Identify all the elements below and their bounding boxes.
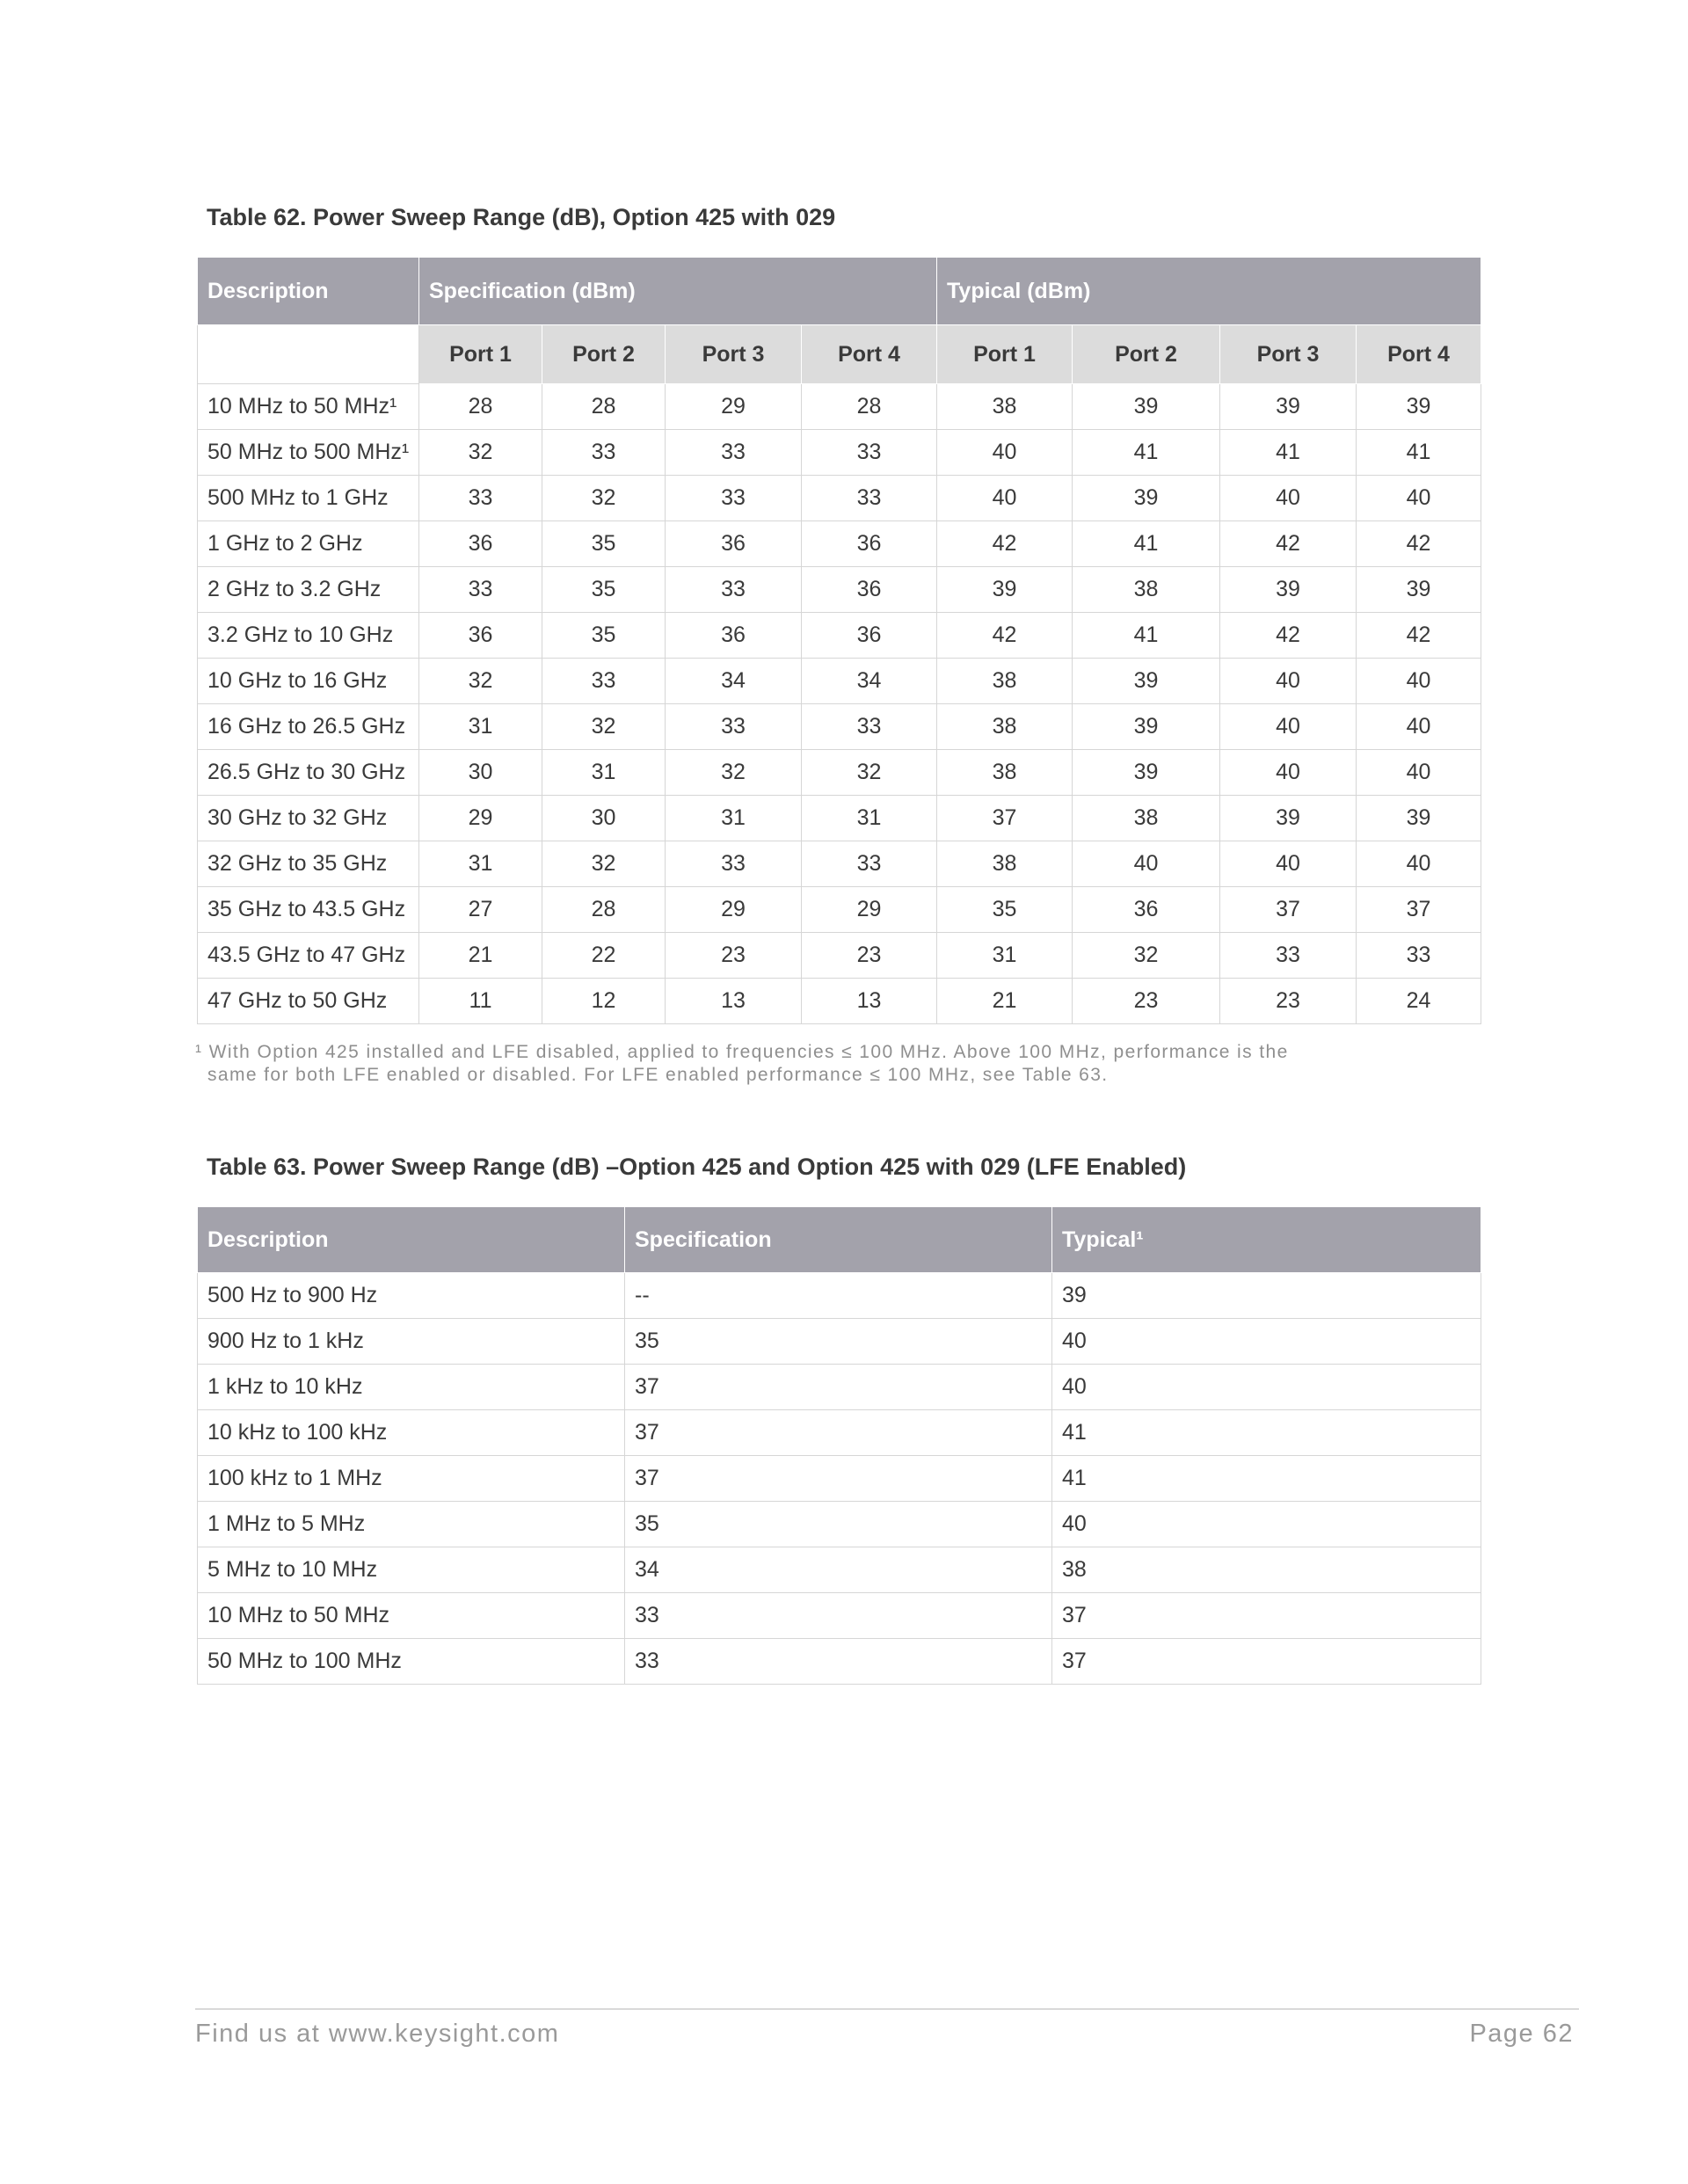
- table63: [197, 1206, 1481, 1685]
- row-description: 26.5 GHz to 30 GHz: [198, 750, 419, 796]
- row-description: 16 GHz to 26.5 GHz: [198, 704, 419, 750]
- table-cell: 33: [666, 476, 802, 521]
- table-cell: 36: [802, 521, 937, 567]
- table63-header-typical: Typical¹: [1052, 1207, 1481, 1273]
- table-row: [198, 1273, 1481, 1319]
- table62-port-row: [198, 325, 1481, 384]
- table-cell: 32: [542, 704, 666, 750]
- table62-caption: Table 62. Power Sweep Range (dB), Option 425 with 029: [207, 204, 836, 230]
- table-cell: 32: [419, 430, 542, 476]
- footnote-line: ¹ With Option 425 installed and LFE disabled, applied to frequencies ≤ 100 MHz. Above 100 MHz, performance is the: [195, 1042, 1289, 1062]
- table-cell: 40: [1357, 704, 1481, 750]
- table-cell: 21: [937, 979, 1073, 1024]
- row-description: 2 GHz to 3.2 GHz: [198, 567, 419, 613]
- table-cell: 37: [1357, 887, 1481, 933]
- table-cell: 33: [802, 704, 937, 750]
- table63-header-row: [198, 1207, 1481, 1273]
- row-description: 500 Hz to 900 Hz: [198, 1273, 625, 1319]
- table-row: [198, 521, 1481, 567]
- table-cell: 38: [937, 704, 1073, 750]
- table-cell: 28: [802, 384, 937, 430]
- table-cell: 27: [419, 887, 542, 933]
- table-cell: 24: [1357, 979, 1481, 1024]
- row-description: 900 Hz to 1 kHz: [198, 1319, 625, 1365]
- table-cell: 37: [1220, 887, 1357, 933]
- table-row: [198, 659, 1481, 704]
- row-description: 47 GHz to 50 GHz: [198, 979, 419, 1024]
- table-cell: 12: [542, 979, 666, 1024]
- table-row: [198, 750, 1481, 796]
- table62-header-typical: Typical (dBm): [937, 258, 1481, 325]
- table-cell: 33: [802, 430, 937, 476]
- row-description: 10 MHz to 50 MHz¹: [198, 384, 419, 430]
- row-description: 5 MHz to 10 MHz: [198, 1547, 625, 1593]
- table-cell: 37: [1052, 1593, 1481, 1639]
- table-cell: 29: [802, 887, 937, 933]
- table-cell: 37: [625, 1410, 1052, 1456]
- table62-port-header: Port 3: [666, 325, 802, 384]
- table62-header-description: Description: [198, 258, 419, 325]
- table-cell: 33: [542, 659, 666, 704]
- table62-port-header: Port 4: [802, 325, 937, 384]
- table-row: [198, 613, 1481, 659]
- table-cell: 40: [1220, 704, 1357, 750]
- table-cell: 40: [1357, 476, 1481, 521]
- row-description: 3.2 GHz to 10 GHz: [198, 613, 419, 659]
- table-cell: 40: [1052, 1502, 1481, 1547]
- table-cell: 40: [1357, 659, 1481, 704]
- table62-port-header: Port 4: [1357, 325, 1481, 384]
- table-cell: 32: [1073, 933, 1220, 979]
- table-cell: 40: [1357, 841, 1481, 887]
- table-cell: 30: [419, 750, 542, 796]
- table-cell: 37: [625, 1456, 1052, 1502]
- footnote-line: same for both LFE enabled or disabled. For LFE enabled performance ≤ 100 MHz, see Table 63.: [207, 1065, 1109, 1085]
- table-row: [198, 1639, 1481, 1685]
- table-cell: 39: [1052, 1273, 1481, 1319]
- table-cell: 36: [666, 521, 802, 567]
- table-row: [198, 1593, 1481, 1639]
- table-cell: 23: [1220, 979, 1357, 1024]
- table-cell: 42: [1220, 521, 1357, 567]
- row-description: 1 GHz to 2 GHz: [198, 521, 419, 567]
- table-row: [198, 476, 1481, 521]
- table-cell: 35: [542, 567, 666, 613]
- table-cell: 42: [1357, 521, 1481, 567]
- table-row: [198, 1547, 1481, 1593]
- table-cell: 38: [1073, 796, 1220, 841]
- table-row: [198, 1410, 1481, 1456]
- table-cell: 42: [937, 613, 1073, 659]
- row-description: 10 kHz to 100 kHz: [198, 1410, 625, 1456]
- table-row: [198, 1319, 1481, 1365]
- table-cell: 33: [542, 430, 666, 476]
- table-cell: 40: [1073, 841, 1220, 887]
- table-cell: 34: [802, 659, 937, 704]
- table-cell: 13: [666, 979, 802, 1024]
- row-description: 10 MHz to 50 MHz: [198, 1593, 625, 1639]
- table-cell: 23: [802, 933, 937, 979]
- table62-header-row: [198, 258, 1481, 325]
- row-description: 1 kHz to 10 kHz: [198, 1365, 625, 1410]
- table-cell: 33: [625, 1639, 1052, 1685]
- table-cell: 38: [937, 659, 1073, 704]
- row-description: 50 MHz to 100 MHz: [198, 1639, 625, 1685]
- table-cell: 28: [542, 887, 666, 933]
- table-cell: 39: [1073, 476, 1220, 521]
- table62-port-header: Port 3: [1220, 325, 1357, 384]
- table-cell: 33: [666, 704, 802, 750]
- table-cell: 40: [1357, 750, 1481, 796]
- table-cell: 39: [1073, 750, 1220, 796]
- row-description: 43.5 GHz to 47 GHz: [198, 933, 419, 979]
- table-cell: 37: [625, 1365, 1052, 1410]
- footer-divider: [195, 2008, 1579, 2010]
- table-cell: 13: [802, 979, 937, 1024]
- table-cell: 39: [1073, 384, 1220, 430]
- table63-caption: Table 63. Power Sweep Range (dB) –Option 425 and Option 425 with 029 (LFE Enabled): [207, 1154, 1187, 1180]
- table-cell: 33: [419, 476, 542, 521]
- table-cell: 31: [542, 750, 666, 796]
- table-cell: 29: [419, 796, 542, 841]
- table-cell: 36: [419, 521, 542, 567]
- table-cell: 35: [542, 521, 666, 567]
- table-cell: 31: [802, 796, 937, 841]
- table-cell: 40: [1220, 750, 1357, 796]
- table-cell: 40: [937, 476, 1073, 521]
- table-cell: 34: [625, 1547, 1052, 1593]
- table-cell: 21: [419, 933, 542, 979]
- table-cell: 33: [625, 1593, 1052, 1639]
- table-cell: 40: [1052, 1319, 1481, 1365]
- table-row: [198, 1502, 1481, 1547]
- table-cell: 31: [419, 841, 542, 887]
- table-cell: 38: [1073, 567, 1220, 613]
- table-cell: 39: [1220, 567, 1357, 613]
- table-cell: 31: [937, 933, 1073, 979]
- table-cell: 40: [1052, 1365, 1481, 1410]
- row-description: 500 MHz to 1 GHz: [198, 476, 419, 521]
- table-cell: 39: [1357, 384, 1481, 430]
- table-cell: --: [625, 1273, 1052, 1319]
- table-row: [198, 1365, 1481, 1410]
- table-row: [198, 841, 1481, 887]
- table-cell: 35: [625, 1319, 1052, 1365]
- row-description: 1 MHz to 5 MHz: [198, 1502, 625, 1547]
- table-cell: 11: [419, 979, 542, 1024]
- table62-port-header: Port 1: [937, 325, 1073, 384]
- row-description: 10 GHz to 16 GHz: [198, 659, 419, 704]
- row-description: 30 GHz to 32 GHz: [198, 796, 419, 841]
- table-cell: 39: [1357, 796, 1481, 841]
- table-cell: 33: [666, 567, 802, 613]
- table-row: [198, 933, 1481, 979]
- table-cell: 37: [937, 796, 1073, 841]
- table-cell: 38: [937, 841, 1073, 887]
- row-description: 32 GHz to 35 GHz: [198, 841, 419, 887]
- table63-header-description: Description: [198, 1207, 625, 1273]
- table-cell: 41: [1073, 521, 1220, 567]
- table-cell: 41: [1073, 430, 1220, 476]
- table-cell: 31: [419, 704, 542, 750]
- table-cell: 41: [1357, 430, 1481, 476]
- table-cell: 22: [542, 933, 666, 979]
- table-cell: 40: [1220, 659, 1357, 704]
- table-cell: 33: [1220, 933, 1357, 979]
- table62-header-specification: Specification (dBm): [419, 258, 937, 325]
- row-description: 100 kHz to 1 MHz: [198, 1456, 625, 1502]
- table-cell: 32: [666, 750, 802, 796]
- footer-website: Find us at www.keysight.com: [195, 2020, 560, 2048]
- table-cell: 28: [542, 384, 666, 430]
- table62-port-blank: [198, 325, 419, 384]
- table-cell: 34: [666, 659, 802, 704]
- table-cell: 33: [802, 476, 937, 521]
- row-description: 50 MHz to 500 MHz¹: [198, 430, 419, 476]
- table-row: [198, 430, 1481, 476]
- table62-footnote: [195, 1041, 1426, 1087]
- table-cell: 35: [937, 887, 1073, 933]
- table-cell: 36: [666, 613, 802, 659]
- table-cell: 38: [937, 384, 1073, 430]
- table-cell: 30: [542, 796, 666, 841]
- table-row: [198, 704, 1481, 750]
- table-cell: 32: [542, 841, 666, 887]
- table62-port-header: Port 1: [419, 325, 542, 384]
- table-cell: 39: [1220, 384, 1357, 430]
- table-cell: 33: [802, 841, 937, 887]
- table-cell: 29: [666, 887, 802, 933]
- row-description: 35 GHz to 43.5 GHz: [198, 887, 419, 933]
- table62-port-header: Port 2: [1073, 325, 1220, 384]
- table-cell: 29: [666, 384, 802, 430]
- table-cell: 32: [542, 476, 666, 521]
- table-cell: 41: [1052, 1410, 1481, 1456]
- table-cell: 33: [666, 430, 802, 476]
- table-cell: 40: [1220, 476, 1357, 521]
- table-cell: 38: [1052, 1547, 1481, 1593]
- table-cell: 32: [802, 750, 937, 796]
- table-cell: 23: [1073, 979, 1220, 1024]
- table-cell: 35: [542, 613, 666, 659]
- table-cell: 39: [1073, 659, 1220, 704]
- table-row: [198, 979, 1481, 1024]
- table-cell: 38: [937, 750, 1073, 796]
- table-cell: 35: [625, 1502, 1052, 1547]
- table62: [197, 257, 1481, 1024]
- table-cell: 39: [1357, 567, 1481, 613]
- table-cell: 36: [802, 613, 937, 659]
- table-cell: 40: [1220, 841, 1357, 887]
- table63-header-specification: Specification: [625, 1207, 1052, 1273]
- table-cell: 39: [1220, 796, 1357, 841]
- table62-port-header: Port 2: [542, 325, 666, 384]
- table-cell: 33: [419, 567, 542, 613]
- table-cell: 41: [1052, 1456, 1481, 1502]
- table-cell: 41: [1220, 430, 1357, 476]
- table-cell: 39: [1073, 704, 1220, 750]
- table-cell: 37: [1052, 1639, 1481, 1685]
- table-cell: 40: [937, 430, 1073, 476]
- table-row: [198, 887, 1481, 933]
- table-cell: 36: [419, 613, 542, 659]
- table-cell: 42: [937, 521, 1073, 567]
- table-cell: 36: [1073, 887, 1220, 933]
- table-cell: 32: [419, 659, 542, 704]
- table-row: [198, 567, 1481, 613]
- table-row: [198, 384, 1481, 430]
- table-cell: 41: [1073, 613, 1220, 659]
- footer-page-number: Page 62: [1469, 2020, 1574, 2048]
- table-cell: 39: [937, 567, 1073, 613]
- table-cell: 28: [419, 384, 542, 430]
- table-row: [198, 796, 1481, 841]
- table-cell: 42: [1357, 613, 1481, 659]
- table-cell: 33: [666, 841, 802, 887]
- table-cell: 42: [1220, 613, 1357, 659]
- table-cell: 33: [1357, 933, 1481, 979]
- table-cell: 31: [666, 796, 802, 841]
- table-cell: 36: [802, 567, 937, 613]
- table-cell: 23: [666, 933, 802, 979]
- table-row: [198, 1456, 1481, 1502]
